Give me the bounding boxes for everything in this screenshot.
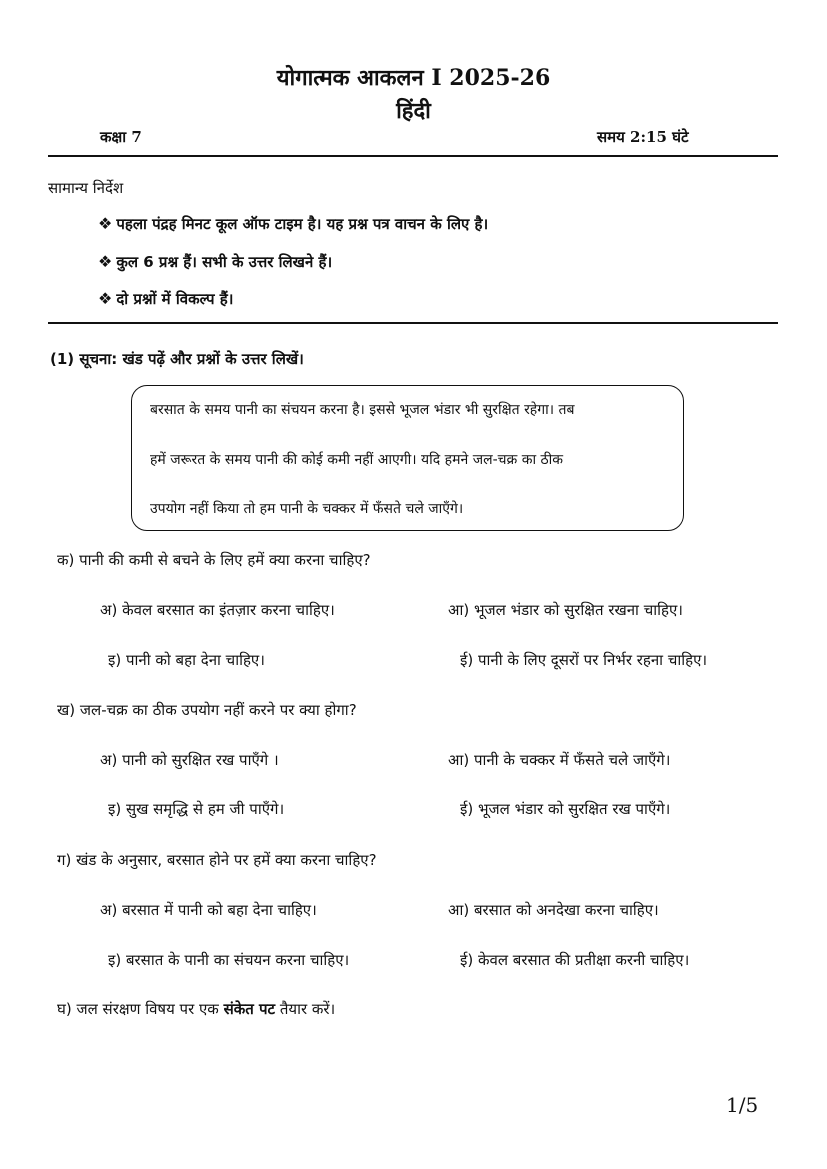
instruction-item bbox=[98, 252, 332, 272]
option-ii: ई) केवल बरसात की प्रतीक्षा करनी चाहिए। bbox=[460, 951, 690, 969]
option-aa: आ) भूजल भंडार को सुरक्षित रखना चाहिए। bbox=[448, 601, 683, 619]
instructions-divider bbox=[48, 322, 778, 324]
instruction-text: दो प्रश्नों में विकल्प हैं। bbox=[116, 290, 234, 308]
question-1-heading: (1) सूचना: खंड पढ़ें और प्रश्नों के उत्तर लिखें। bbox=[50, 350, 304, 368]
option-aa: आ) पानी के चक्कर में फँसते चले जाएँगे। bbox=[448, 751, 671, 769]
time-label: समय 2:15 घंटे bbox=[597, 128, 689, 146]
instruction-text: कुल 6 प्रश्न हैं। सभी के उत्तर लिखने हैं। bbox=[116, 253, 333, 271]
exam-title: योगात्मक आकलन I 2025-26 bbox=[276, 65, 551, 91]
option-i: इ) बरसात के पानी का संचयन करना चाहिए। bbox=[108, 951, 350, 969]
passage-box bbox=[131, 385, 684, 531]
option-i: इ) सुख समृद्धि से हम जी पाएँगे। bbox=[108, 800, 285, 818]
option-a: अ) केवल बरसात का इंतज़ार करना चाहिए। bbox=[100, 601, 335, 619]
instruction-item bbox=[98, 289, 233, 309]
option-ii: ई) पानी के लिए दूसरों पर निर्भर रहना चाहिए। bbox=[460, 651, 708, 669]
header-divider bbox=[48, 155, 778, 157]
sub-question-kha: ख) जल-चक्र का ठीक उपयोग नहीं करने पर क्या होगा? bbox=[57, 701, 357, 719]
sub-question-gha-bold: संकेत पट bbox=[223, 1000, 276, 1018]
diamond-bullet-icon: ❖ bbox=[98, 289, 113, 308]
option-aa: आ) बरसात को अनदेखा करना चाहिए। bbox=[448, 901, 659, 919]
instruction-item bbox=[98, 214, 488, 234]
subject-title: हिंदी bbox=[396, 98, 431, 124]
option-i: इ) पानी को बहा देना चाहिए। bbox=[108, 651, 265, 669]
instruction-text: पहला पंद्रह मिनट कूल ऑफ टाइम है। यह प्रश्न पत्र वाचन के लिए है। bbox=[116, 215, 489, 233]
diamond-bullet-icon: ❖ bbox=[98, 252, 113, 271]
sub-question-gha bbox=[57, 999, 335, 1019]
option-ii: ई) भूजल भंडार को सुरक्षित रख पाएँगे। bbox=[460, 800, 671, 818]
page-number: 1/5 bbox=[726, 1093, 759, 1117]
sub-question-ka: क) पानी की कमी से बचने के लिए हमें क्या करना चाहिए? bbox=[57, 551, 371, 569]
sub-question-gha-tail: तैयार करें। bbox=[275, 1000, 336, 1018]
sub-question-gha-text: घ) जल संरक्षण विषय पर एक bbox=[57, 1000, 224, 1018]
option-a: अ) पानी को सुरक्षित रख पाएँगे । bbox=[100, 751, 279, 769]
passage-line: उपयोग नहीं किया तो हम पानी के चक्कर में फँसते चले जाएँगे। bbox=[150, 501, 464, 517]
option-a: अ) बरसात में पानी को बहा देना चाहिए। bbox=[100, 901, 317, 919]
diamond-bullet-icon: ❖ bbox=[98, 214, 113, 233]
passage-line: बरसात के समय पानी का संचयन करना है। इससे भूजल भंडार भी सुरक्षित रहेगा। तब bbox=[150, 402, 575, 418]
class-label: कक्षा 7 bbox=[100, 128, 142, 146]
general-instructions-heading: सामान्य निर्देश bbox=[48, 179, 124, 197]
passage-line: हमें जरूरत के समय पानी की कोई कमी नहीं आएगी। यदि हमने जल-चक्र का ठीक bbox=[150, 452, 564, 468]
sub-question-ga: ग) खंड के अनुसार, बरसात होने पर हमें क्या करना चाहिए? bbox=[57, 851, 377, 869]
